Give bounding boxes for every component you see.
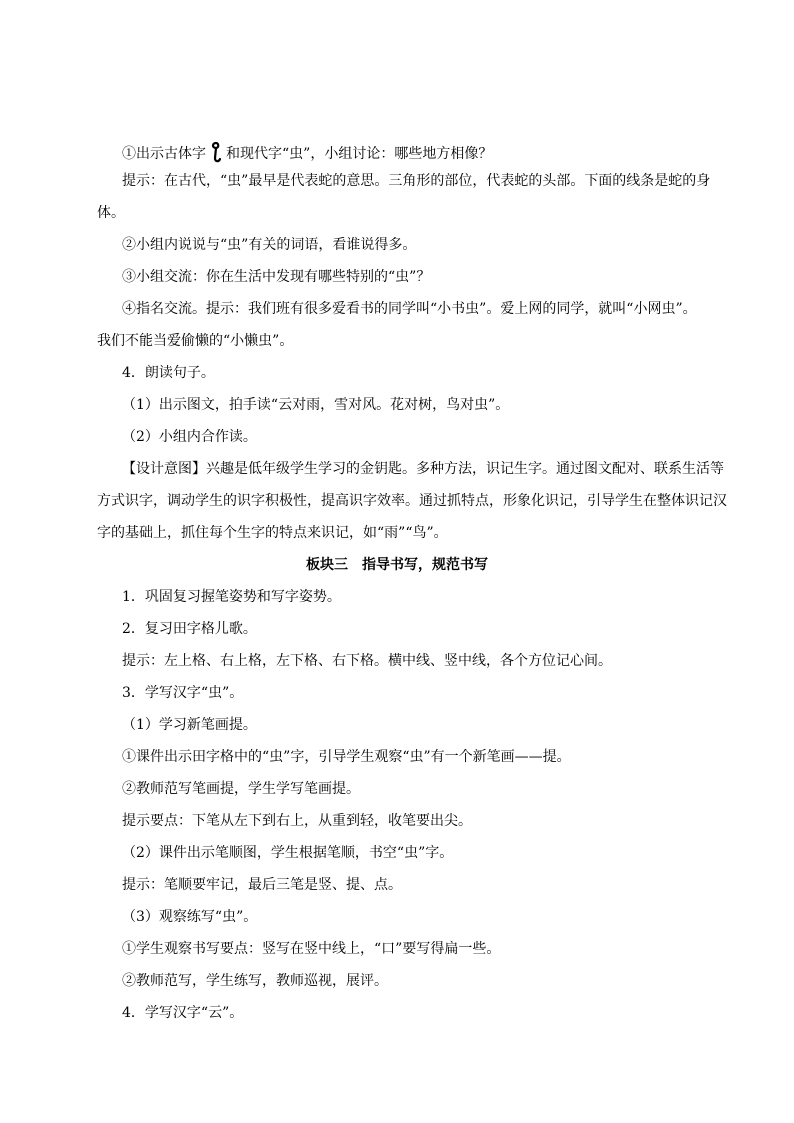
- paragraph-line: （1）出示图文，拍手读“云对雨，雪对风。花对树，鸟对虫”。: [122, 397, 510, 413]
- paragraph-line: 1．巩固复习握笔姿势和写字姿势。: [122, 589, 341, 605]
- paragraph-line: 提示：在古代，“虫”最早是代表蛇的意思。三角形的部位，代表蛇的头部。下面的线条是蛇的身: [122, 173, 711, 189]
- paragraph-line: 提示：左上格、右上格，左下格、右下格。横中线、竖中线，各个方位记心间。: [122, 653, 612, 669]
- paragraph-line: ②教师范写，学生练写，教师巡视，展评。: [122, 973, 388, 989]
- paragraph-line: （3）观察练写“虫”。: [122, 909, 258, 925]
- paragraph-line: 4．朗读句子。: [122, 365, 215, 381]
- paragraph-line: （2）小组内合作读。: [122, 429, 257, 445]
- paragraph-line: （1）学习新笔画提。: [122, 717, 257, 733]
- paragraph-line: ①学生观察书写要点：竖写在竖中线上，“口”要写得扁一些。: [122, 941, 501, 957]
- paragraph-line: ②教师范写笔画提，学生学写笔画提。: [122, 781, 360, 797]
- paragraph-line: 4．学写汉字“云”。: [122, 1005, 244, 1021]
- paragraph-line: 【设计意图】兴趣是低年级学生学习的金钥匙。多种方法，识记生字。通过图文配对、联系生活等: [122, 461, 724, 477]
- ancient-character-glyph: [209, 140, 223, 164]
- paragraph-line: 2．复习田字格儿歌。: [122, 621, 257, 637]
- paragraph-line: [122, 140, 492, 164]
- paragraph-line: 体。: [97, 205, 125, 221]
- paragraph-line: 3．学写汉字“虫”。: [122, 685, 244, 701]
- paragraph-line: 提示要点：下笔从左下到右上，从重到轻，收笔要出尖。: [122, 813, 472, 829]
- paragraph-line: 我们不能当爱偷懒的“小懒虫”。: [97, 333, 294, 349]
- paragraph-line: ②小组内说说与“虫”有关的词语，看谁说得多。: [122, 237, 417, 253]
- paragraph-text: 和现代字“虫”，小组讨论：哪些地方相像？: [226, 146, 493, 162]
- paragraph-line: ①课件出示田字格中的“虫”字，引导学生观察“虫”有一个新笔画——提。: [122, 749, 571, 765]
- paragraph-line: 提示：笔顺要牢记，最后三笔是竖、提、点。: [122, 877, 402, 893]
- paragraph-line: ④指名交流。提示：我们班有很多爱看书的同学叫“小书虫”。爱上网的同学，就叫“小网虫”。: [122, 301, 697, 317]
- paragraph-line: ③小组交流：你在生活中发现有哪些特别的“虫”？: [122, 269, 431, 285]
- section-heading: 板块三 指导书写，规范书写: [306, 557, 488, 573]
- paragraph-text: ①出示古体字: [122, 146, 206, 162]
- paragraph-line: （2）课件出示笔顺图，学生根据笔顺，书空“虫”字。: [122, 845, 454, 861]
- paragraph-line: 方式识字，调动学生的识字积极性，提高识字效率。通过抓特点，形象化识记，引导学生在整体识记汉: [97, 493, 727, 509]
- paragraph-line: 字的基础上，抓住每个生字的特点来识记，如“雨”“鸟”。: [97, 525, 448, 541]
